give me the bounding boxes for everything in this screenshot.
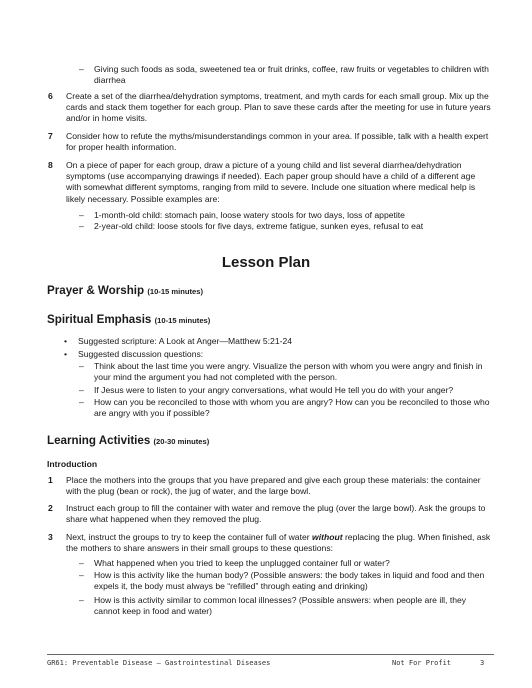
item-number: 2 (48, 503, 53, 513)
list-item (79, 558, 492, 569)
item-text-part: replacing the plug. When finished, ask the mothers to share answers in their small groups to these questions: (66, 532, 491, 554)
bullet-marker: • (64, 336, 68, 346)
item-text: Place the mothers into the groups that you have prepared and give each group these materials: the container with the plug (bean or rock), the jug of water, and the large bowl. (66, 475, 481, 497)
list-item-text: If Jesus were to listen to your angry conversations, what would He tell you do with your anger? (94, 385, 454, 395)
section-heading-prayer (47, 284, 203, 297)
dash-marker: – (79, 397, 84, 407)
list-item-text: Giving such foods as soda, sweetened tea or fruit drinks, coffee, raw fruits or vegetables to children with diarrhea (94, 64, 489, 86)
list-item-text: 2-year-old child: loose stools for five days, extreme fatigue, sunken eyes, refusal to eat (94, 221, 424, 231)
heading-text: Learning Activities (47, 434, 151, 447)
page-title: Lesson Plan (221, 254, 311, 271)
list-item (79, 210, 492, 221)
list-item-text: What happened when you tried to keep the unplugged container full or water? (94, 558, 390, 568)
list-item-text: How can you be reconciled to those with whom you are angry? How can you be reconciled to those who are angry with you if possible? (94, 397, 490, 419)
list-item (79, 595, 492, 617)
list-item (79, 385, 492, 396)
heading-time: (20-30 minutes) (153, 437, 210, 446)
heading-text: Spiritual Emphasis (47, 313, 152, 326)
list-item-text: Think about the last time you were angry. Visualize the person with whom you were angry and finish in your mind the argument you had not completed with the person. (94, 361, 483, 383)
item-number: 1 (48, 475, 53, 485)
list-item-text: How is this activity similar to common local illnesses? (Possible answers: when people are ill, they cannot keep in food and water) (94, 595, 467, 617)
list-item (79, 221, 492, 232)
dash-marker: – (79, 221, 84, 231)
section-heading-spiritual (47, 313, 210, 326)
dash-marker: – (79, 361, 84, 371)
item-text: Instruct each group to fill the container with water and remove the plug (over the large bowl). Ask the groups to share what happened when they removed the plug. (66, 503, 486, 525)
bullet-item (64, 349, 492, 360)
item-text-emphasis: without (312, 532, 343, 542)
bullet-item (64, 336, 492, 347)
dash-marker: – (79, 570, 84, 580)
item-number: 3 (48, 532, 53, 542)
bullet-marker: • (64, 349, 68, 359)
item-text: Create a set of the diarrhea/dehydration symptoms, treatment, and myth cards for each small group. Mix up the cards and stack them together for each group. Plan to save these cards after the meeting for use in future years and/or in home visits. (66, 91, 491, 124)
item-text-part: Next, instruct the groups to try to keep the container full of water (66, 532, 313, 542)
footer-divider (47, 654, 494, 655)
dash-marker: – (79, 210, 84, 220)
item-text: Consider how to refute the myths/misunderstandings common in your area. If possible, talk with a health expert for proper health information. (66, 131, 489, 153)
list-item (79, 361, 492, 383)
subheading-introduction: Introduction (47, 459, 98, 469)
list-item (79, 64, 492, 86)
footer-notice: Not For Profit (392, 659, 452, 667)
item-number: 6 (48, 91, 53, 101)
dash-marker: – (79, 385, 84, 395)
dash-marker: – (79, 64, 84, 74)
heading-time: (10-15 minutes) (147, 287, 204, 296)
list-item (79, 570, 492, 592)
item-number: 8 (48, 160, 53, 170)
heading-time: (10-15 minutes) (154, 316, 211, 325)
heading-text: Prayer & Worship (47, 284, 145, 297)
item-number: 7 (48, 131, 53, 141)
footer-title: GR61: Preventable Disease – Gastrointestinal Diseases (47, 659, 271, 667)
item-text: On a piece of paper for each group, draw a picture of a young child and list several diarrhea/dehydration symptoms (use accompanying drawings if needed). Each paper group should have a child of a different age with somewhat different symptoms, ranging from mild to severe. Include one situation where medical help is likely necessary. Possible examples are: (66, 160, 476, 204)
bullet-text: Suggested discussion questions: (78, 349, 204, 359)
bullet-text: Suggested scripture: A Look at Anger—Matthew 5:21-24 (78, 336, 293, 346)
dash-marker: – (79, 595, 84, 605)
dash-marker: – (79, 558, 84, 568)
page-number: 3 (480, 659, 485, 667)
item-text (66, 532, 492, 554)
list-item-text: 1-month-old child: stomach pain, loose watery stools for two days, loss of appetite (94, 210, 405, 220)
list-item (79, 397, 492, 419)
section-heading-learning (47, 434, 209, 447)
list-item-text: How is this activity like the human body? (Possible answers: the body takes in liquid and food and then expels it, the body must always be “refilled” through eating and drinking) (94, 570, 485, 592)
